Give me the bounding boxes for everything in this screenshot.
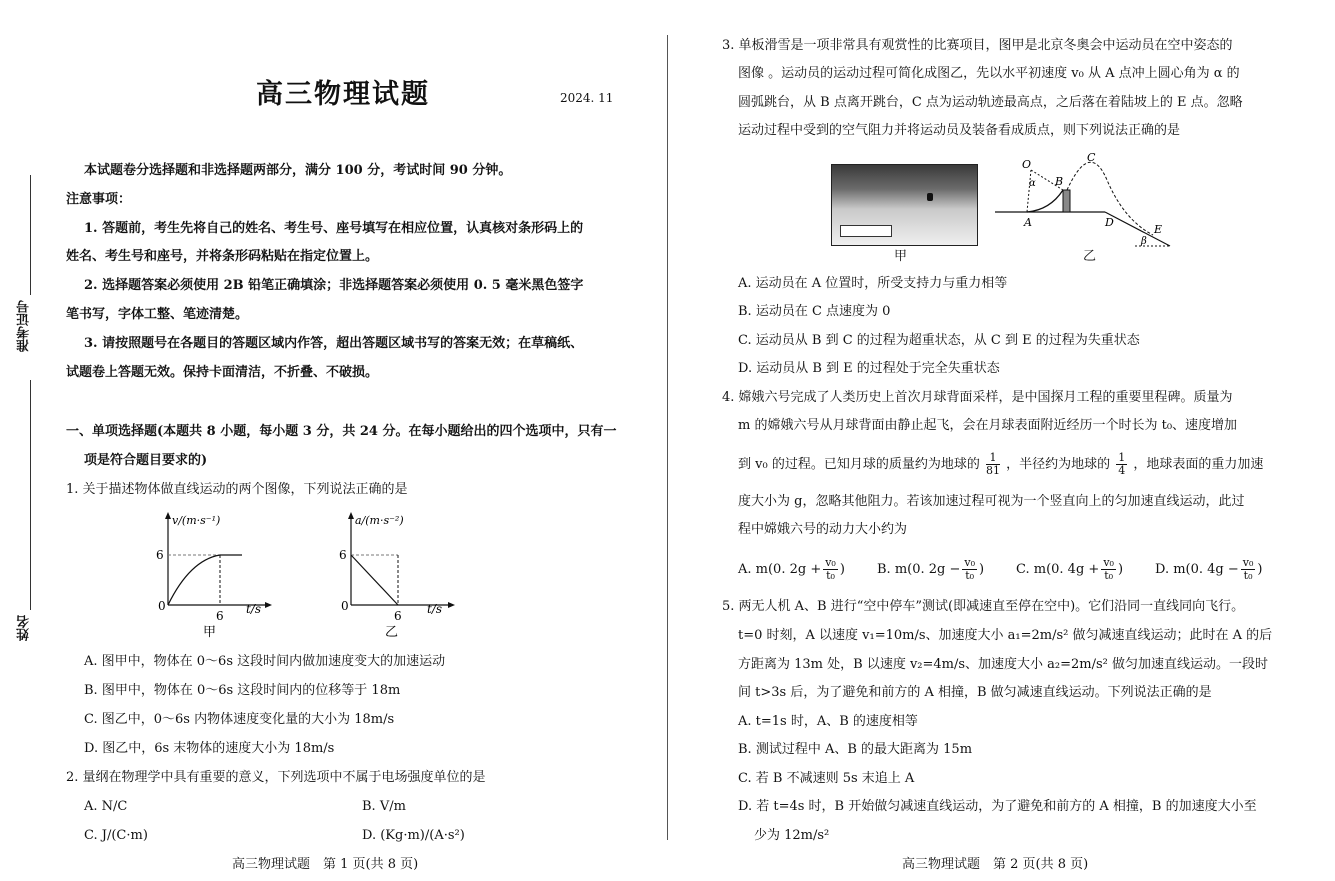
fig-caption-jia: 甲 (894, 249, 908, 264)
trajectory-diagram (995, 150, 1175, 250)
photo-scoreboard (840, 225, 892, 237)
side-line-top (30, 175, 31, 295)
q4-b-num: v₀ (964, 556, 975, 569)
note-3b: 试题卷上答题无效。保持卡面清洁，不折叠、不破损。 (66, 365, 379, 380)
jia-x-arrow (265, 602, 272, 608)
q4-c-den: t₀ (1104, 569, 1114, 582)
label-e: E (1154, 223, 1163, 236)
label-a: A (1024, 216, 1032, 229)
q4-a-frac (823, 557, 838, 582)
yi-origin: 0 (341, 599, 349, 613)
side-line-middle (30, 380, 31, 500)
ramp-block (1063, 190, 1070, 212)
q3-line-1: 3. 单板滑雪是一项非常具有观赏性的比赛项目，图甲是北京冬奥会中运动员在空中姿态的 (722, 38, 1233, 53)
frac2-num: 1 (1118, 451, 1126, 464)
q5-line-1: 5. 两无人机 A、B 进行“空中停车”测试(即减速直至停在空中)。它们沿同一直线同向飞行。 (722, 599, 1245, 614)
q4-b-close: ) (979, 562, 985, 577)
q5-option-a: A. t=1s 时，A、B 的速度相等 (738, 714, 918, 729)
fraction-radius-ratio (1116, 452, 1127, 477)
q5-option-c: C. 若 B 不减速则 5s 末追上 A (738, 771, 915, 786)
q4-line-3-part2: ，半径约为地球的 (1006, 457, 1111, 472)
yi-x-arrow (448, 602, 455, 608)
q4-line-2: m 的嫦娥六号从月球背面由静止起飞，会在月球表面附近经历一个时长为 t₀、速度增加 (738, 418, 1238, 433)
page-title: 高三物理试题 (256, 79, 430, 110)
note-2a: 2. 选择题答案必须使用 2B 铅笔正确填涂；非选择题答案必须使用 0. 5 毫米黑色签字 (84, 278, 584, 293)
q4-d-close: ) (1257, 562, 1263, 577)
jia-curve (168, 555, 242, 605)
snowboard-photo (831, 164, 978, 246)
q4-d-text: D. m(0. 4g − (1155, 562, 1239, 577)
q3-option-b: B. 运动员在 C 点速度为 0 (738, 304, 891, 319)
q1-option-b: B. 图甲中，物体在 0～6s 这段时间内的位移等于 18m (84, 683, 401, 698)
q4-d-frac (1241, 557, 1256, 582)
q3-option-c: C. 运动员从 B 到 C 的过程为超重状态，从 C 到 E 的过程为失重状态 (738, 333, 1140, 348)
label-c: C (1087, 151, 1096, 164)
q2-stem: 2. 量纲在物理学中具有重要的意义，下列选项中不属于电场强度单位的是 (66, 770, 486, 785)
footer-page-2: 高三物理试题 第 2 页(共 8 页) (902, 857, 1089, 872)
note-3a: 3. 请按照题号在各题目的答题区域内作答，超出答题区域书写的答案无效；在草稿纸、 (84, 336, 584, 351)
q4-option-c (1016, 556, 1123, 584)
q3-line-4: 运动过程中受到的空气阻力并将运动员及装备看成质点，则下列说法正确的是 (738, 123, 1181, 138)
photo-athlete (927, 193, 933, 201)
label-o: O (1022, 158, 1032, 171)
q4-line-4: 度大小为 g，忽略其他阻力。若该加速过程可视为一个竖直向上的匀加速直线运动，此过 (738, 494, 1245, 509)
q2-option-b: B. V/m (362, 799, 406, 814)
section-heading-b: 项是符合题目要求的) (84, 453, 208, 468)
label-b: B (1055, 175, 1064, 188)
label-d: D (1105, 216, 1114, 229)
frac1-den: 81 (985, 464, 1000, 477)
q4-line-3-part3: ，地球表面的重力加速 (1133, 457, 1264, 472)
yi-xtick: 6 (394, 609, 402, 623)
jia-origin: 0 (158, 599, 166, 613)
q2-option-d: D. (Kg·m)/(A·s²) (362, 828, 465, 843)
q4-a-close: ) (839, 562, 845, 577)
q4-option-b (877, 556, 984, 584)
q3-line-3: 圆弧跳台，从 B 点离开跳台，C 点为运动轨迹最高点，之后落在着陆坡上的 E 点。忽略 (738, 95, 1243, 110)
side-line-lower (30, 500, 31, 610)
footer-page-1: 高三物理试题 第 1 页(共 8 页) (232, 857, 419, 872)
q4-line-1: 4. 嫦娥六号完成了人类历史上首次月球背面采样，是中国探月工程的重要里程碑。质量为 (722, 390, 1233, 405)
q1-option-a: A. 图甲中，物体在 0～6s 这段时间内做加速度变大的加速运动 (84, 654, 446, 669)
q5-line-4: 间 t>3s 后，为了避免和前方的 A 相撞，B 做匀减速直线运动。下列说法正确的是 (738, 685, 1212, 700)
q4-a-num: v₀ (825, 556, 836, 569)
graph-yi (333, 510, 463, 640)
yi-line (351, 555, 398, 605)
q4-c-text: C. m(0. 4g + (1016, 562, 1100, 577)
q4-a-den: t₀ (826, 569, 835, 582)
fig-caption-yi: 乙 (1083, 249, 1097, 264)
note-1b: 姓名、考生号和座号，并将条形码粘贴在指定位置上。 (66, 249, 379, 264)
radius-oa (1027, 170, 1031, 212)
q4-d-num: v₀ (1242, 556, 1254, 569)
q4-b-text: B. m(0. 2g − (877, 562, 961, 577)
jia-caption: 甲 (203, 625, 217, 640)
q5-option-b: B. 测试过程中 A、B 的最大距离为 15m (738, 742, 973, 757)
notes-heading: 注意事项： (66, 192, 132, 207)
q1-option-d: D. 图乙中，6s 末物体的速度大小为 18m/s (84, 741, 335, 756)
yi-y-arrow (348, 512, 354, 519)
q5-line-2: t=0 时刻，A 以速度 v₁=10m/s、加速度大小 a₁=2m/s² 做匀减速直线运动；此时在 A 的后 (738, 628, 1273, 643)
frac2-den: 4 (1118, 464, 1126, 477)
note-1a: 1. 答题前，考生先将自己的姓名、考生号、座号填写在相应位置，认真核对条形码上的 (84, 221, 584, 236)
exam-id-label: 准考证号 (17, 300, 32, 352)
q4-b-den: t₀ (965, 569, 975, 582)
q4-line-3-part1: 到 v₀ 的过程。已知月球的质量约为地球的 (738, 457, 980, 472)
jia-ylabel: v/(m·s⁻¹) (172, 514, 221, 527)
jia-ytick: 6 (156, 548, 164, 562)
yi-caption: 乙 (385, 625, 399, 640)
q3-line-2: 图像 。运动员的运动过程可简化成图乙，先以水平初速度 v₀ 从 A 点冲上圆心角为 α 的 (738, 66, 1240, 81)
q4-option-a (738, 556, 845, 584)
graph-jia (150, 510, 280, 640)
exam-date: 2024. 11 (560, 91, 614, 105)
q4-c-close: ) (1117, 562, 1124, 577)
jia-xtick: 6 (216, 609, 224, 623)
page-divider (667, 35, 668, 840)
yi-ylabel: a/(m·s⁻²) (355, 514, 404, 527)
q4-a-text: A. m(0. 2g + (738, 562, 822, 577)
q4-d-den: t₀ (1243, 569, 1253, 582)
q5-option-d-line-2: 少为 12m/s² (754, 828, 830, 843)
q4-b-frac (962, 557, 977, 582)
ramp-arc (1027, 190, 1063, 212)
q4-c-frac (1101, 557, 1116, 582)
q2-option-a: A. N/C (84, 799, 128, 814)
q1-stem: 1. 关于描述物体做直线运动的两个图像，下列说法正确的是 (66, 482, 408, 497)
q1-option-c: C. 图乙中，0～6s 内物体速度变化量的大小为 18m/s (84, 712, 395, 727)
fraction-mass-ratio (986, 452, 1000, 477)
section-heading-a: 一、单项选择题(本题共 8 小题，每小题 3 分，共 24 分。在每小题给出的四个选项中，只有一 (66, 424, 617, 439)
note-2b: 笔书写，字体工整、笔迹清楚。 (66, 307, 249, 322)
yi-xlabel: t/s (427, 602, 443, 616)
q5-option-d-line-1: D. 若 t=4s 时，B 开始做匀减速直线运动，为了避免和前方的 A 相撞，B 的加速度大小至 (738, 799, 1257, 814)
q5-line-3: 方距离为 13m 处，B 以速度 v₂=4m/s、加速度大小 a₂=2m/s² 做匀加速直线运动。一段时 (738, 657, 1269, 672)
jia-xlabel: t/s (246, 602, 262, 616)
label-beta: β (1141, 236, 1147, 247)
label-alpha: α (1029, 178, 1036, 189)
q4-c-num: v₀ (1103, 556, 1114, 569)
yi-ytick: 6 (339, 548, 347, 562)
q3-option-a: A. 运动员在 A 位置时，所受支持力与重力相等 (738, 276, 1008, 291)
q4-option-d (1155, 556, 1262, 584)
frac1-num: 1 (986, 452, 1000, 465)
intro-text: 本试题卷分选择题和非选择题两部分，满分 100 分，考试时间 90 分钟。 (84, 163, 512, 178)
q3-option-d: D. 运动员从 B 到 E 的过程处于完全失重状态 (738, 361, 1000, 376)
q4-line-3 (738, 451, 1263, 479)
name-label: 姓名 (17, 615, 32, 641)
q2-option-c: C. J/(C·m) (84, 828, 148, 843)
jia-y-arrow (165, 512, 171, 519)
q4-line-5: 程中嫦娥六号的动力大小约为 (738, 522, 908, 537)
